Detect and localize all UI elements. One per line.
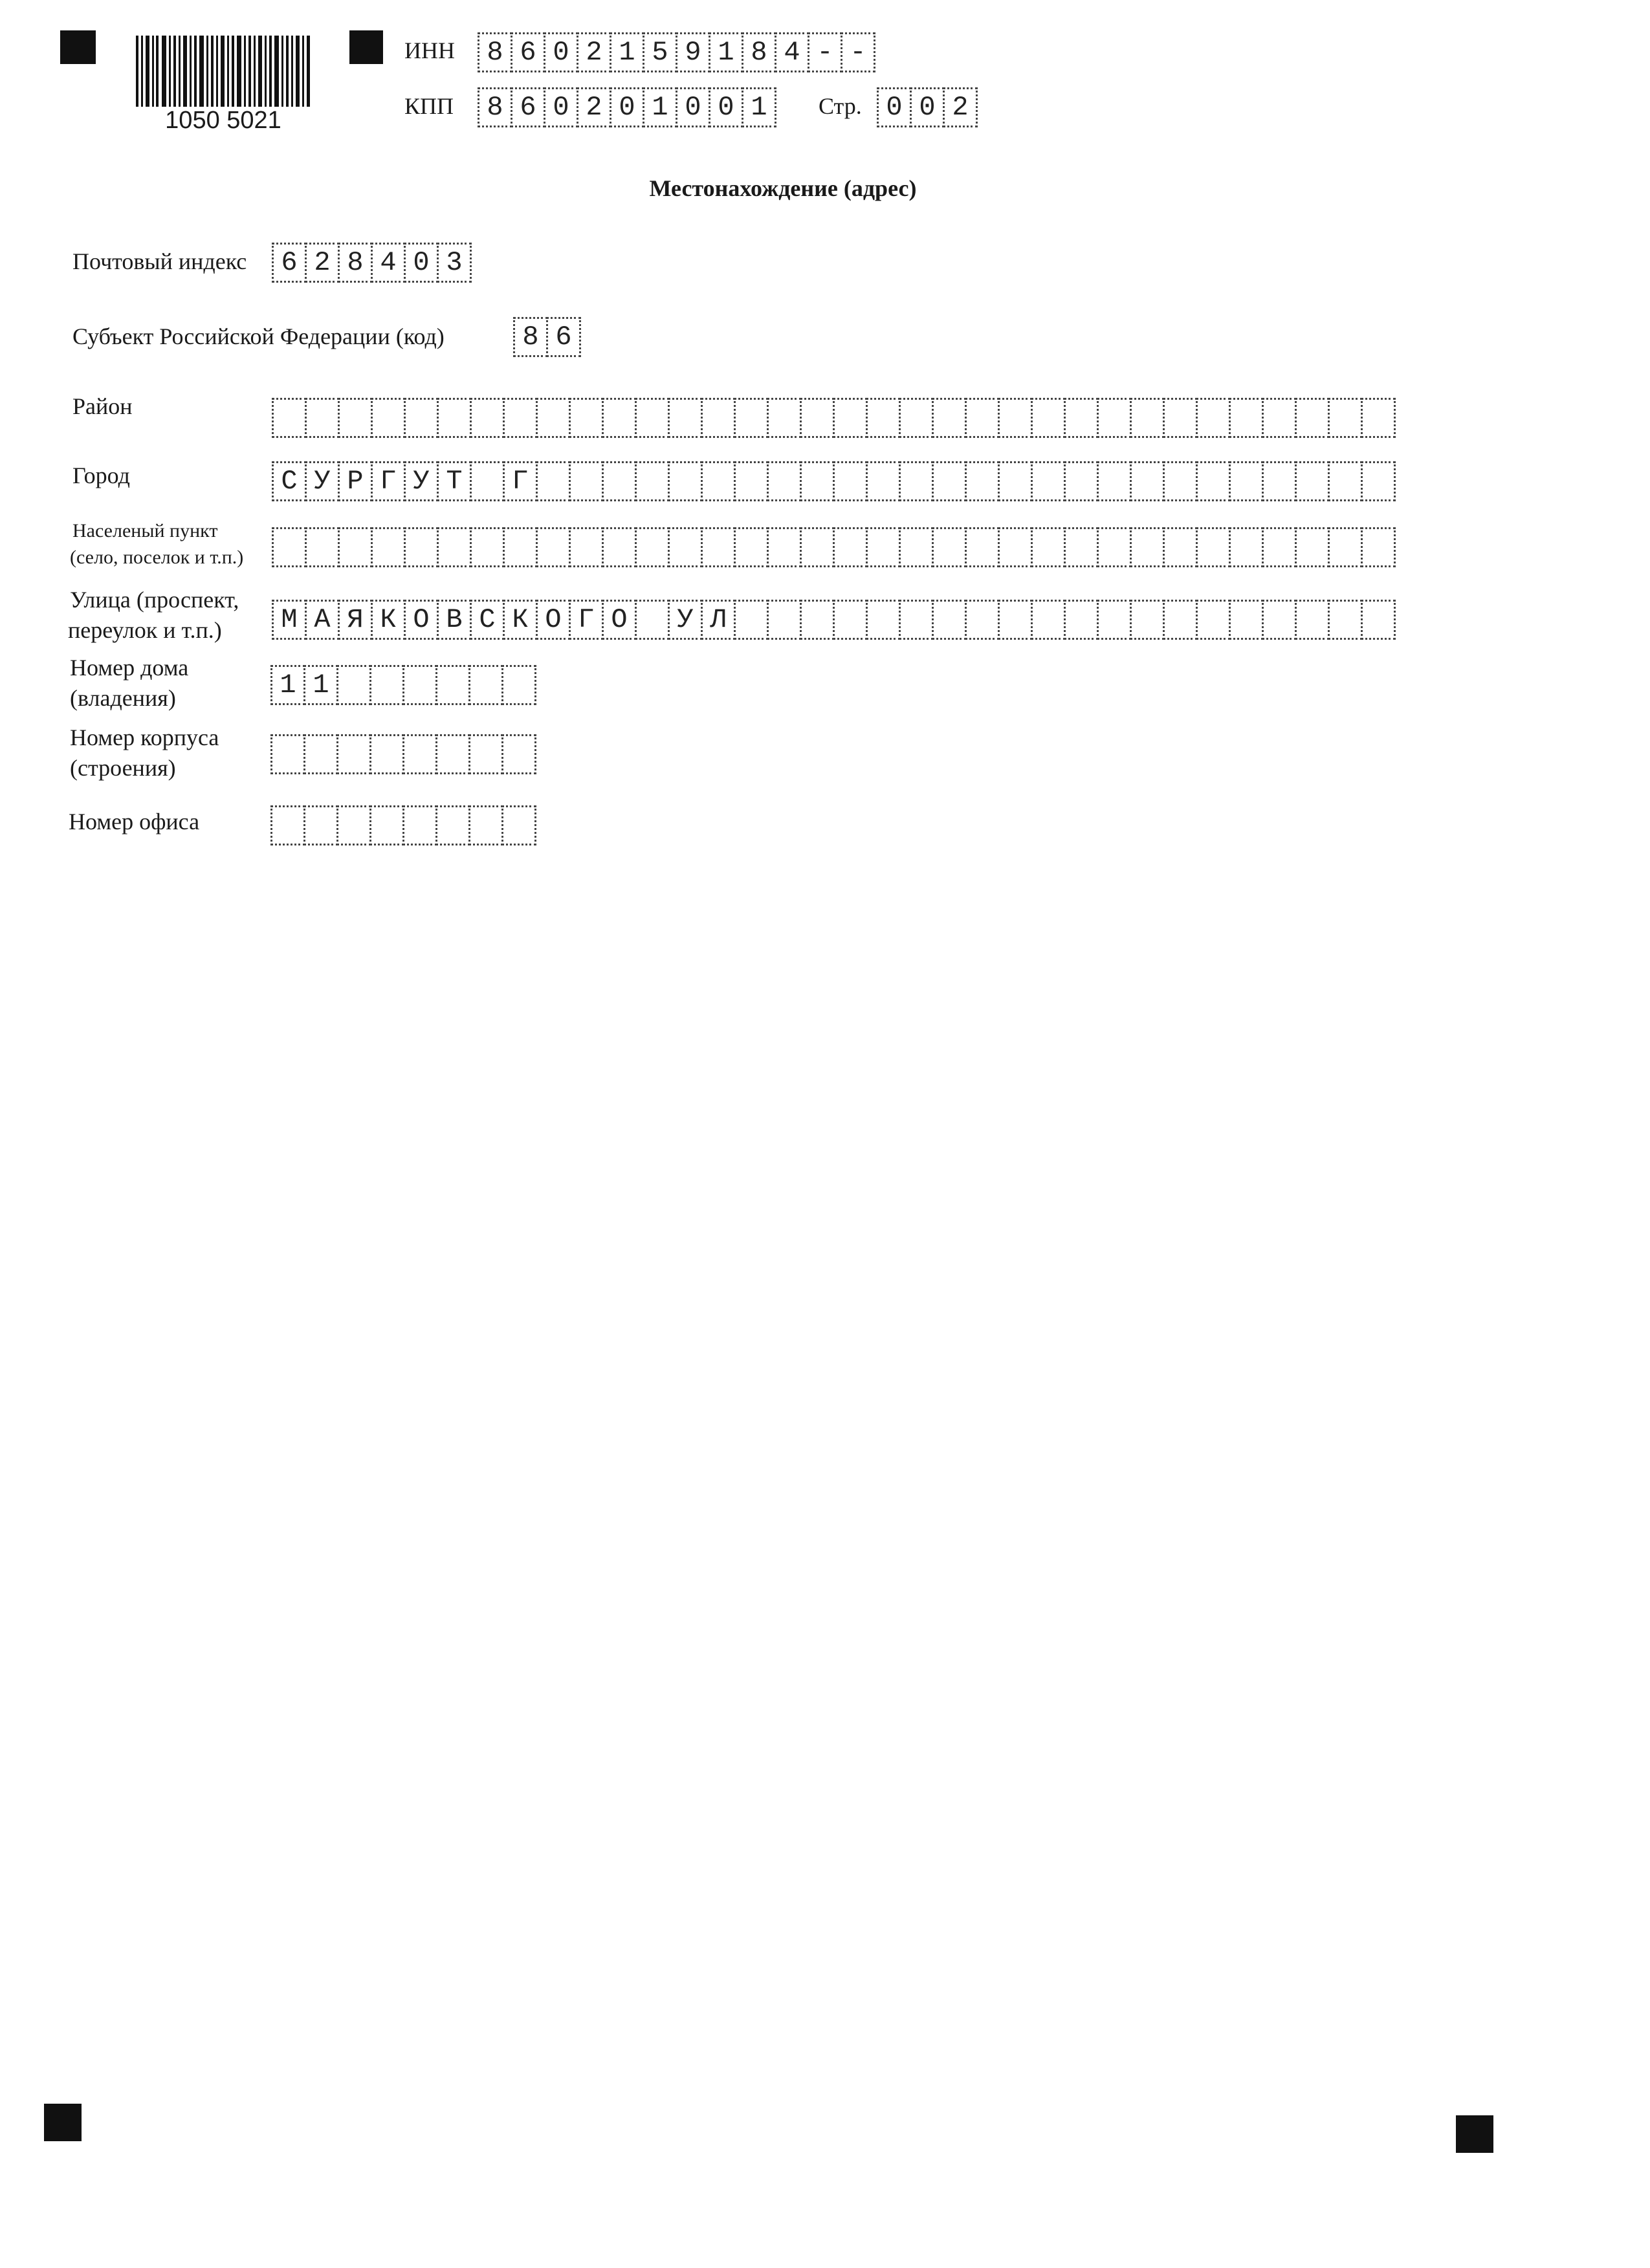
- inn-cells: [478, 32, 874, 72]
- registration-marker-bottom-left: [44, 2104, 82, 2141]
- char-cell: [635, 600, 670, 640]
- char-cell: [369, 734, 404, 774]
- char-cell: [866, 398, 901, 438]
- char-cell: 2: [577, 87, 611, 127]
- char-cell: 0: [610, 87, 644, 127]
- char-cell: [336, 734, 371, 774]
- char-cell: 6: [511, 87, 545, 127]
- char-cell: [270, 734, 305, 774]
- char-cell: С: [470, 600, 505, 640]
- district-cells: [272, 398, 1394, 438]
- char-cell: [437, 398, 472, 438]
- char-cell: [1361, 398, 1396, 438]
- char-cell: [305, 527, 340, 567]
- house-label-line1: Номер дома: [70, 655, 189, 681]
- char-cell: 0: [404, 243, 439, 283]
- char-cell: [767, 461, 802, 501]
- char-cell: 3: [437, 243, 472, 283]
- char-cell: [371, 398, 406, 438]
- house-label-line2: (владения): [70, 685, 176, 711]
- char-cell: [1328, 600, 1363, 640]
- city-cells: [272, 461, 1394, 501]
- char-cell: А: [305, 600, 340, 640]
- char-cell: [932, 398, 967, 438]
- char-cell: 6: [546, 317, 581, 357]
- char-cell: [800, 461, 835, 501]
- char-cell: [668, 527, 703, 567]
- char-cell: [272, 398, 307, 438]
- char-cell: [1262, 600, 1297, 640]
- char-cell: [1229, 527, 1264, 567]
- char-cell: 2: [577, 32, 611, 72]
- char-cell: [569, 461, 604, 501]
- section-title: Местонахождение (адрес): [649, 175, 917, 201]
- settlement-label-line1: Населеный пункт: [72, 520, 218, 541]
- char-cell: О: [404, 600, 439, 640]
- city-label: Город: [72, 463, 130, 488]
- char-cell: [767, 600, 802, 640]
- street-label-line2: переулок и т.п.): [68, 617, 222, 643]
- char-cell: [1130, 398, 1165, 438]
- char-cell: 8: [742, 32, 776, 72]
- char-cell: О: [536, 600, 571, 640]
- char-cell: [470, 398, 505, 438]
- char-cell: [402, 734, 437, 774]
- char-cell: [833, 461, 868, 501]
- char-cell: 8: [478, 32, 512, 72]
- char-cell: [866, 461, 901, 501]
- char-cell: [965, 527, 1000, 567]
- char-cell: [635, 398, 670, 438]
- char-cell: [435, 805, 470, 845]
- char-cell: [338, 527, 373, 567]
- char-cell: Т: [437, 461, 472, 501]
- street-label-line1: Улица (проспект,: [70, 587, 239, 613]
- char-cell: [435, 734, 470, 774]
- char-cell: 6: [272, 243, 307, 283]
- char-cell: К: [503, 600, 538, 640]
- char-cell: [501, 734, 536, 774]
- char-cell: [833, 600, 868, 640]
- char-cell: [800, 527, 835, 567]
- char-cell: [468, 734, 503, 774]
- char-cell: Л: [701, 600, 736, 640]
- char-cell: [866, 600, 901, 640]
- registration-marker-top-center: [349, 30, 383, 64]
- char-cell: 1: [709, 32, 743, 72]
- char-cell: [1097, 461, 1132, 501]
- char-cell: [1229, 600, 1264, 640]
- char-cell: [1097, 527, 1132, 567]
- char-cell: [437, 527, 472, 567]
- char-cell: [932, 600, 967, 640]
- char-cell: [602, 398, 637, 438]
- barcode: [136, 36, 311, 107]
- char-cell: 0: [709, 87, 743, 127]
- postal-code-cells: [272, 243, 470, 283]
- char-cell: [470, 527, 505, 567]
- char-cell: [668, 398, 703, 438]
- char-cell: [435, 665, 470, 705]
- char-cell: [501, 665, 536, 705]
- char-cell: [1295, 527, 1330, 567]
- char-cell: [1031, 527, 1066, 567]
- char-cell: [1328, 527, 1363, 567]
- char-cell: [965, 398, 1000, 438]
- office-number-cells: [270, 805, 534, 845]
- char-cell: Г: [569, 600, 604, 640]
- char-cell: [1196, 398, 1231, 438]
- char-cell: [899, 527, 934, 567]
- char-cell: [965, 461, 1000, 501]
- region-code-cells: [513, 317, 579, 357]
- char-cell: [1064, 527, 1099, 567]
- char-cell: [899, 398, 934, 438]
- char-cell: 8: [478, 87, 512, 127]
- char-cell: [899, 600, 934, 640]
- page-number-cells: [877, 87, 976, 127]
- char-cell: С: [272, 461, 307, 501]
- char-cell: [371, 527, 406, 567]
- char-cell: [303, 734, 338, 774]
- char-cell: В: [437, 600, 472, 640]
- char-cell: [369, 665, 404, 705]
- char-cell: [336, 805, 371, 845]
- char-cell: Г: [371, 461, 406, 501]
- char-cell: [899, 461, 934, 501]
- char-cell: [369, 805, 404, 845]
- char-cell: [767, 527, 802, 567]
- char-cell: 4: [371, 243, 406, 283]
- char-cell: [468, 665, 503, 705]
- char-cell: [1097, 600, 1132, 640]
- office-label: Номер офиса: [69, 809, 200, 834]
- char-cell: 5: [643, 32, 677, 72]
- house-number-cells: [270, 665, 534, 705]
- postal-code-label: Почтовый индекс: [72, 248, 247, 274]
- char-cell: -: [841, 32, 875, 72]
- kpp-label: КПП: [404, 93, 454, 119]
- char-cell: 0: [910, 87, 945, 127]
- char-cell: 0: [544, 32, 578, 72]
- settlement-cells: [272, 527, 1394, 567]
- char-cell: [1361, 461, 1396, 501]
- char-cell: [602, 461, 637, 501]
- building-number-cells: [270, 734, 534, 774]
- char-cell: У: [404, 461, 439, 501]
- char-cell: [1361, 600, 1396, 640]
- char-cell: [1295, 600, 1330, 640]
- char-cell: [1130, 461, 1165, 501]
- registration-marker-bottom-right: [1456, 2115, 1493, 2153]
- char-cell: [701, 527, 736, 567]
- char-cell: [270, 805, 305, 845]
- char-cell: 8: [338, 243, 373, 283]
- char-cell: [965, 600, 1000, 640]
- char-cell: 0: [544, 87, 578, 127]
- page-label: Стр.: [819, 93, 862, 119]
- char-cell: 0: [877, 87, 912, 127]
- char-cell: [503, 527, 538, 567]
- char-cell: [338, 398, 373, 438]
- char-cell: О: [602, 600, 637, 640]
- char-cell: [305, 398, 340, 438]
- char-cell: [1031, 461, 1066, 501]
- char-cell: [1163, 398, 1198, 438]
- char-cell: -: [808, 32, 842, 72]
- char-cell: [635, 527, 670, 567]
- char-cell: 2: [305, 243, 340, 283]
- char-cell: [833, 398, 868, 438]
- settlement-label-line2: (село, поселок и т.п.): [70, 547, 244, 568]
- char-cell: [1361, 527, 1396, 567]
- char-cell: [602, 527, 637, 567]
- char-cell: [998, 461, 1033, 501]
- char-cell: [767, 398, 802, 438]
- char-cell: [470, 461, 505, 501]
- building-label-line1: Номер корпуса: [70, 725, 219, 750]
- char-cell: [1097, 398, 1132, 438]
- char-cell: [1064, 398, 1099, 438]
- char-cell: [303, 805, 338, 845]
- char-cell: [404, 398, 439, 438]
- char-cell: [1229, 398, 1264, 438]
- char-cell: [1163, 461, 1198, 501]
- char-cell: [932, 527, 967, 567]
- char-cell: 2: [943, 87, 978, 127]
- char-cell: 1: [643, 87, 677, 127]
- char-cell: [734, 600, 769, 640]
- char-cell: 8: [513, 317, 548, 357]
- char-cell: [1196, 461, 1231, 501]
- char-cell: Г: [503, 461, 538, 501]
- char-cell: У: [668, 600, 703, 640]
- char-cell: [1262, 461, 1297, 501]
- region-label: Субъект Российской Федерации (код): [72, 323, 445, 349]
- char-cell: [1262, 527, 1297, 567]
- char-cell: [866, 527, 901, 567]
- char-cell: [1196, 600, 1231, 640]
- char-cell: [1031, 600, 1066, 640]
- char-cell: [734, 398, 769, 438]
- char-cell: 0: [676, 87, 710, 127]
- char-cell: [404, 527, 439, 567]
- char-cell: [932, 461, 967, 501]
- district-label: Район: [72, 393, 133, 419]
- inn-label: ИНН: [404, 38, 455, 63]
- char-cell: [1031, 398, 1066, 438]
- char-cell: [800, 398, 835, 438]
- char-cell: [701, 461, 736, 501]
- char-cell: Я: [338, 600, 373, 640]
- char-cell: [998, 600, 1033, 640]
- char-cell: [1163, 527, 1198, 567]
- char-cell: [1295, 398, 1330, 438]
- char-cell: [272, 527, 307, 567]
- char-cell: [569, 398, 604, 438]
- char-cell: [468, 805, 503, 845]
- char-cell: [1064, 600, 1099, 640]
- char-cell: 1: [303, 665, 338, 705]
- char-cell: 1: [742, 87, 776, 127]
- char-cell: К: [371, 600, 406, 640]
- char-cell: [402, 805, 437, 845]
- char-cell: Р: [338, 461, 373, 501]
- char-cell: [701, 398, 736, 438]
- char-cell: [833, 527, 868, 567]
- char-cell: [501, 805, 536, 845]
- char-cell: 6: [511, 32, 545, 72]
- char-cell: [800, 600, 835, 640]
- char-cell: [402, 665, 437, 705]
- char-cell: 1: [270, 665, 305, 705]
- street-cells: [272, 600, 1394, 640]
- barcode-number: 1050 5021: [165, 107, 281, 134]
- char-cell: [569, 527, 604, 567]
- char-cell: 1: [610, 32, 644, 72]
- char-cell: [1196, 527, 1231, 567]
- char-cell: [734, 527, 769, 567]
- char-cell: [998, 527, 1033, 567]
- char-cell: М: [272, 600, 307, 640]
- building-label-line2: (строения): [70, 755, 176, 781]
- char-cell: У: [305, 461, 340, 501]
- char-cell: 4: [775, 32, 809, 72]
- registration-marker-top-left: [60, 30, 96, 64]
- char-cell: [635, 461, 670, 501]
- char-cell: 9: [676, 32, 710, 72]
- char-cell: [1064, 461, 1099, 501]
- char-cell: [1328, 398, 1363, 438]
- char-cell: [1328, 461, 1363, 501]
- char-cell: [1229, 461, 1264, 501]
- char-cell: [1262, 398, 1297, 438]
- char-cell: [336, 665, 371, 705]
- kpp-cells: [478, 87, 775, 127]
- char-cell: [1163, 600, 1198, 640]
- char-cell: [503, 398, 538, 438]
- char-cell: [1130, 527, 1165, 567]
- char-cell: [536, 398, 571, 438]
- char-cell: [1130, 600, 1165, 640]
- char-cell: [734, 461, 769, 501]
- char-cell: [1295, 461, 1330, 501]
- char-cell: [536, 527, 571, 567]
- char-cell: [998, 398, 1033, 438]
- char-cell: [536, 461, 571, 501]
- char-cell: [668, 461, 703, 501]
